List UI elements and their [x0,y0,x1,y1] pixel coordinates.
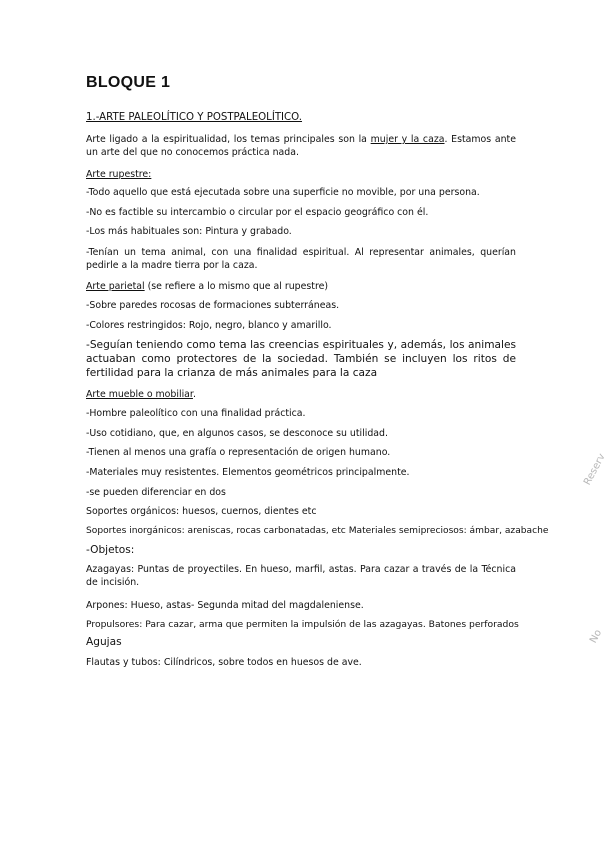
list-item: Azagayas: Puntas de proyectiles. En hueso, marfil, astas. Para cazar a través de la Técnica de incisión. [86,564,516,588]
rupestre-heading: Arte rupestre: [86,169,152,180]
watermark-text: No [588,627,605,646]
section-heading: 1.-ARTE PALEOLÍTICO Y POSTPALEOLÍTICO. [86,112,303,123]
list-item: -se pueden diferenciar en dos [86,487,226,498]
list-item: -Materiales muy resistentes. Elementos geométricos principalmente. [86,467,410,478]
list-item: -Tienen al menos una grafía o representación de origen humano. [86,447,391,458]
list-item: -Tenían un tema animal, con una finalidad espiritual. Al representar animales, querían pedirle a la madre tierra por la caza. [86,247,516,271]
parietal-note: (se refiere a lo mismo que al rupestre) [144,281,329,292]
page-title: BLOQUE 1 [86,74,171,91]
list-item: -Objetos: [86,544,135,556]
list-item: Soportes orgánicos: huesos, cuernos, dientes etc [86,506,317,517]
list-item: -No es factible su intercambio o circular por el espacio geográfico con él. [86,207,429,218]
list-item: -Seguían teniendo como tema las creencias espirituales y, además, los animales actuaban como protectores de la sociedad. También se incluyen los ritos de fertilidad para la crianza de más animales para la caza [86,339,516,379]
parietal-heading: Arte parietal [86,281,145,292]
list-item: -Hombre paleolítico con una finalidad práctica. [86,408,306,419]
intro-text-underlined: mujer y la caza [370,134,445,145]
list-item: -Todo aquello que está ejecutada sobre una superficie no movible, por una persona. [86,187,480,198]
mueble-heading-line [86,388,516,401]
list-item: Propulsores: Para cazar, arma que permiten la impulsión de las azagayas. Batones perforados [86,619,519,630]
list-item: -Uso cotidiano, que, en algunos casos, se desconoce su utilidad. [86,428,388,439]
parietal-heading-line [86,280,516,293]
intro-text-c: . Estamos ante un arte del que no conocemos práctica nada. [86,134,516,158]
mueble-heading-suffix: . [192,389,196,400]
mueble-heading: Arte mueble o mobiliar [86,389,193,400]
list-item: Soportes inorgánicos: areniscas, rocas carbonatadas, etc Materiales semipreciosos: ámbar, azabache [86,526,549,536]
list-item: -Los más habituales son: Pintura y grabado. [86,226,292,237]
list-item: -Colores restringidos: Rojo, negro, blanco y amarillo. [86,320,332,331]
intro-paragraph [86,133,516,159]
list-item: Agujas [86,636,122,648]
intro-text-a: Arte ligado a la espiritualidad, los temas principales son la [86,134,371,145]
list-item: Flautas y tubos: Cilíndricos, sobre todos en huesos de ave. [86,657,362,668]
list-item: Arpones: Hueso, astas- Segunda mitad del magdaleniense. [86,600,364,611]
watermark-text: Reserv [582,451,608,488]
list-item: -Sobre paredes rocosas de formaciones subterráneas. [86,300,340,311]
